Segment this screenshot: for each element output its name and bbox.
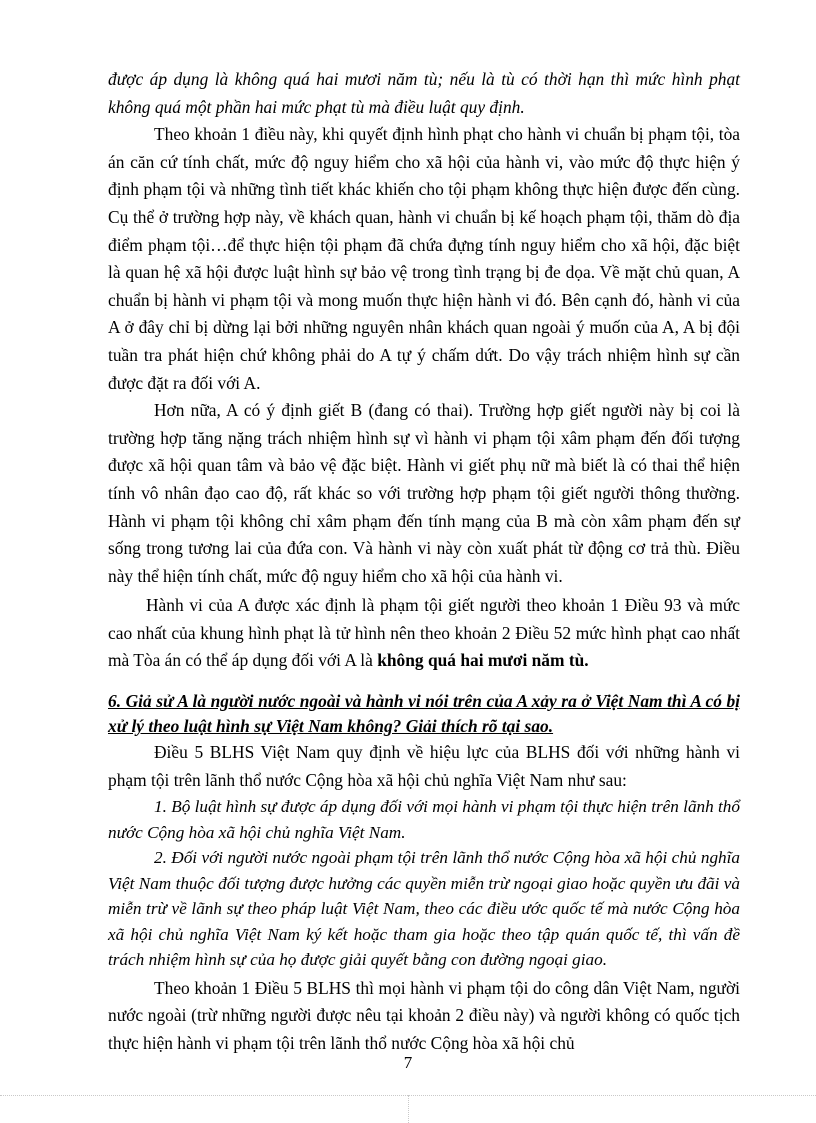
page-center-marker bbox=[408, 1095, 409, 1123]
paragraph-analysis-preparation: Theo khoản 1 điều này, khi quyết định hình phạt cho hành vi chuẩn bị phạm tội, tòa án căn cứ tính chất, mức độ nguy hiểm cho xã hội của hành vi, vào mức độ thực hiện ý định phạm tội và những tình tiết khác khiến cho tội phạm không thực hiện được đến cùng. Cụ thể ở trường hợp này, về khách quan, hành vi chuẩn bị kế hoạch phạm tội, thăm dò địa điểm phạm tội…để thực hiện tội phạm đã chứa đựng tính nguy hiểm cho xã hội, đặc biệt là quan hệ xã hội được luật hình sự bảo vệ trong tình trạng bị đe dọa. Về mặt chủ quan, A chuẩn bị hành vi phạm tội và mong muốn thực hiện hành vi đó. Bên cạnh đó, hành vi của A ở đây chỉ bị dừng lại bởi những nguyên nhân khách quan ngoài ý muốn của A, A bị đội tuần tra phát hiện chứ không phải do A tự ý chấm dứt. Do vậy trách nhiệm hình sự cần được đặt ra đối với A. bbox=[108, 124, 740, 393]
conclusion-emphasis: không quá hai mươi năm tù. bbox=[377, 650, 589, 671]
question-heading: 6. Giả sử A là người nước ngoài và hành vi nói trên của A xảy ra ở Việt Nam thì A có bị xử lý theo luật hình sự Việt Nam không? Giải thích rõ tại sao. bbox=[108, 691, 740, 737]
paragraph-clause-1-analysis: Theo khoản 1 Điều 5 BLHS thì mọi hành vi phạm tội do công dân Việt Nam, người nước ngoài (trừ những người được nêu tại khoản 2 điều này) và người không có quốc tịch thực hiện hành vi phạm tội trên lãnh thổ nước Cộng hòa xã hội chủ bbox=[108, 977, 740, 1053]
paragraph-conclusion bbox=[108, 592, 740, 675]
paragraph-article-5-intro: Điều 5 BLHS Việt Nam quy định về hiệu lực của BLHS đối với những hành vi phạm tội trên lãnh thổ nước Cộng hòa xã hội chủ nghĩa Việt Nam như sau: bbox=[108, 742, 740, 790]
page-number: 7 bbox=[403, 1053, 413, 1072]
conclusion-text: Hành vi của A được xác định là phạm tội giết người theo khoản 1 Điều 93 và mức cao nhất của khung hình phạt là tử hình nên theo khoản 2 Điều 52 mức hình phạt cao nhất mà Tòa án có thể áp dụng đối với A là bbox=[108, 595, 740, 671]
paragraph-aggravating-circumstance: Hơn nữa, A có ý định giết B (đang có thai). Trường hợp giết người này bị coi là trường hợp tăng nặng trách nhiệm hình sự vì hành vi phạm tội xâm phạm đến đối tượng được xã hội quan tâm và bảo vệ đặc biệt. Hành vi giết phụ nữ mà biết là có thai thể hiện tính vô nhân đạo cao độ, rất khác so với trường hợp phạm tội giết người thông thường. Hành vi phạm tội không chỉ xâm phạm đến tính mạng của B mà còn xâm phạm đến sự sống trong tương lai của đứa con. Và hành vi này còn xuất phát từ động cơ trả thù. Điều này thể hiện tính chất, mức độ nguy hiểm cho xã hội của hành vi. bbox=[108, 400, 740, 586]
document-body bbox=[108, 66, 740, 1058]
quote-clause-2: 2. Đối với người nước ngoài phạm tội trên lãnh thổ nước Cộng hòa xã hội chủ nghĩa Việt Nam thuộc đối tượng được hưởng các quyền miễn trừ ngoại giao hoặc quyền ưu đãi và miễn trừ về lãnh sự theo pháp luật Việt Nam, theo các điều ước quốc tế mà nước Cộng hòa xã hội chủ nghĩa Việt Nam ký kết hoặc tham gia hoặc theo tập quán quốc tế, thì vấn đề trách nhiệm hình sự của họ được giải quyết bằng con đường ngoại giao. bbox=[108, 848, 740, 970]
paragraph-continued-quote: được áp dụng là không quá hai mươi năm tù; nếu là tù có thời hạn thì mức hình phạt không quá một phần hai mức phạt tù mà điều luật quy định. bbox=[108, 69, 740, 117]
quote-clause-1: 1. Bộ luật hình sự được áp dụng đối với mọi hành vi phạm tội thực hiện trên lãnh thổ nước Cộng hòa xã hội chủ nghĩa Việt Nam. bbox=[108, 797, 740, 842]
